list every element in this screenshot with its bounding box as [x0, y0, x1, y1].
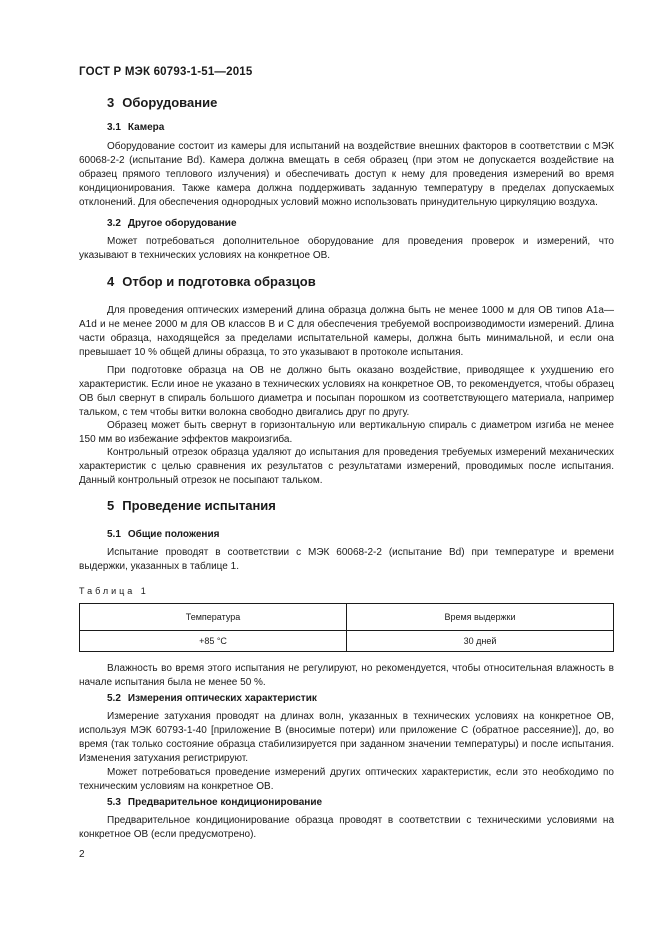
paragraph-4-2: При подготовке образца на ОВ не должно быть оказано воздействие, приводящее к ухудшению его характеристик. Если иное не указано в технических условиях на конкретное ОВ, то рекомендуется, чтобы образец ОВ был свернут в спираль большого диаметра и посыпан порошком из соответствующего материала, например тальком, с тем чтобы витки волокна свободно двигались друг по другу. [79, 365, 614, 418]
data-table [79, 603, 614, 652]
paragraph-5-3: Предварительное кондиционирование образца проводят в соответствии с техническими условиями на конкретное ОВ (если предусмотрено). [79, 815, 614, 840]
subsection-title: Другое оборудование [127, 218, 237, 229]
section-title: Оборудование [122, 95, 218, 110]
subsection-3-1-heading [107, 122, 171, 133]
paragraph-5-2-2: Может потребоваться проведение измерений других оптических характеристик, если это необходимо по техническим условиям на конкретное ОВ. [79, 767, 614, 792]
subsection-number: 3.2 [107, 218, 121, 229]
section-4-heading [107, 274, 324, 289]
paragraph-3-2: Может потребоваться дополнительное оборудование для проведения проверок и измерений, что указывают в технических условиях на конкретное ОВ. [79, 236, 614, 261]
subsection-number: 5.3 [107, 797, 121, 808]
table-cell: 30 дней [347, 631, 614, 652]
section-title: Проведение испытания [122, 498, 276, 513]
paragraph-3-1: Оборудование состоит из камеры для испытаний на воздействие внешних факторов в соответствии с МЭК 60068-2-2 (испытание Bd). Камера должна вмещать в себя образец (при этом не допускается воздействие на образец прямого теплового излучения) и обеспечивать доступ к нему для проведения измерений во время кондиционирования. Также камера должна поддерживать заданную температуру в пределах допускаемых отклонений. Для обеспечения однородных условий можно использовать принудительную циркуляцию воздуха. [79, 141, 614, 208]
subsection-title: Камера [127, 122, 165, 133]
subsection-number: 5.1 [107, 529, 121, 540]
subsection-title: Общие положения [127, 529, 220, 540]
section-number: 3 [107, 95, 115, 110]
subsection-number: 3.1 [107, 122, 121, 133]
subsection-5-1-heading [107, 529, 226, 540]
section-title: Отбор и подготовка образцов [122, 274, 316, 289]
paragraph-5-2-1: Измерение затухания проводят на длинах волн, указанных в технических условиях на конкретное ОВ, используя МЭК 60793-1-40 [приложение В (вносимые потери) или приложение С (обратное рассеяние)], до, во время (так только состояние образца стабилизируется при заданном значении температуры) и после испытания. Изменения затухания регистрируют. [79, 711, 614, 764]
table-header-row [80, 604, 614, 631]
section-5-heading [107, 498, 284, 513]
standard-header: ГОСТ Р МЭК 60793-1-51—2015 [79, 66, 253, 78]
subsection-5-3-heading [107, 797, 329, 808]
paragraph-4-4: Контрольный отрезок образца удаляют до испытания для проведения требуемых измерений механических характеристик с целью сравнения их результатов с результатами измерений, проводимых после испытания. Данный контрольный отрезок не посыпают тальком. [79, 447, 614, 486]
subsection-title: Измерения оптических характеристик [127, 693, 317, 704]
table-cell: +85 °С [80, 631, 347, 652]
table-label: Таблица 1 [79, 586, 149, 596]
section-number: 4 [107, 274, 115, 289]
paragraph-4-3: Образец может быть свернут в горизонтальную или вертикальную спираль с диаметром изгиба не менее 150 мм во избежание эффектов макроизгиба. [79, 420, 614, 445]
subsection-5-2-heading [107, 693, 324, 704]
table-row [80, 631, 614, 652]
subsection-number: 5.2 [107, 693, 121, 704]
section-3-heading [107, 95, 225, 110]
subsection-3-2-heading [107, 218, 244, 229]
table-header-cell: Время выдержки [347, 604, 614, 631]
table-header-cell: Температура [80, 604, 347, 631]
paragraph-5-1: Испытание проводят в соответствии с МЭК 60068-2-2 (испытание Bd) при температуре и времени выдержки, указанных в таблице 1. [79, 547, 614, 572]
page-number: 2 [79, 849, 85, 860]
section-number: 5 [107, 498, 115, 513]
paragraph-humidity: Влажность во время этого испытания не регулируют, но рекомендуется, чтобы относительная влажность в начале испытания была не менее 50 %. [79, 663, 614, 688]
paragraph-4-1: Для проведения оптических измерений длина образца должна быть не менее 1000 м для ОВ типов А1а—А1d и не менее 2000 м для ОВ классов В и С для обеспечения требуемой воспроизводимости измерений. Длина части образца, находящейся за пределами испытательной камеры, должна быть минимальной, и если она превышает 10 % общей длины образца, то это указывают в протоколе испытания. [79, 305, 614, 358]
subsection-title: Предварительное кондиционирование [127, 797, 323, 808]
